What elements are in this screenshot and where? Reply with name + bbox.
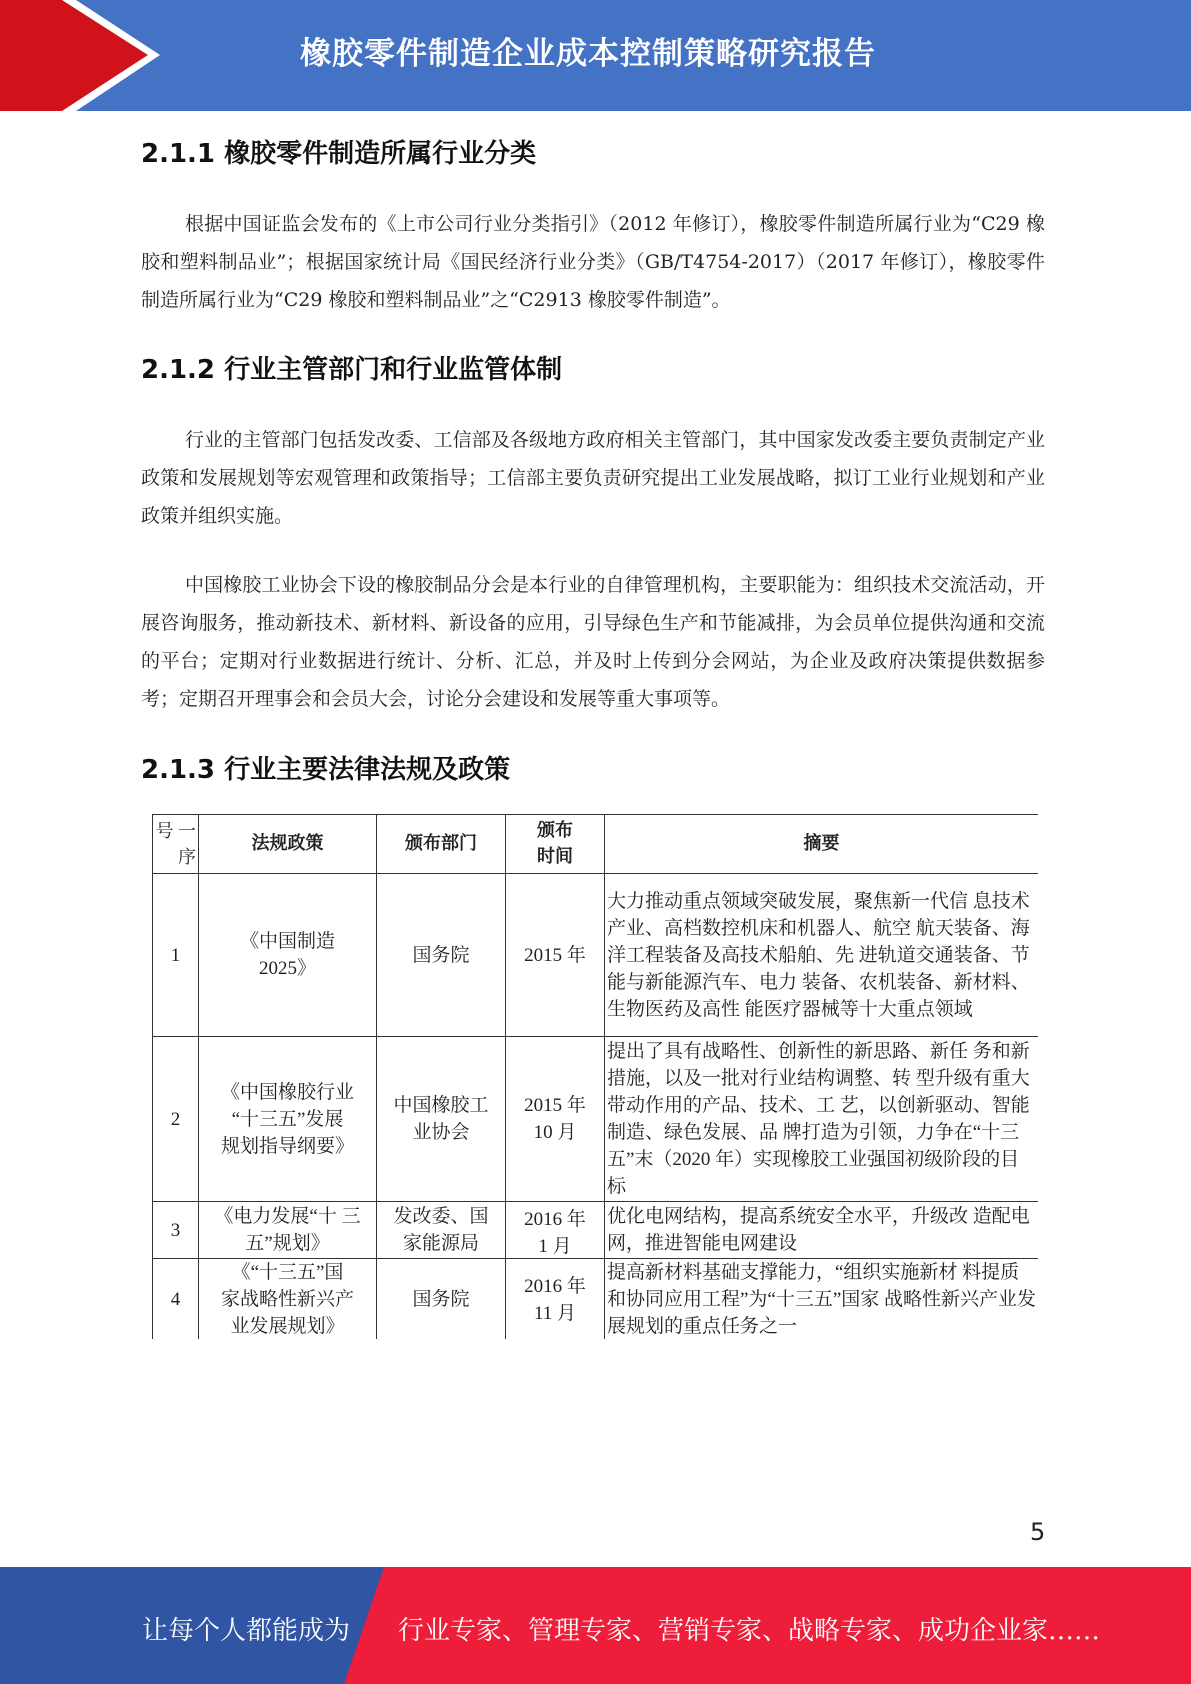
header-policy: 法规政策 [199, 815, 377, 874]
cell-seq: 4 [153, 1259, 199, 1340]
paragraph-regulatory-authorities: 行业的主管部门包括发改委、工信部及各级地方政府相关主管部门，其中国家发改委主要负责制定产业政策和发展规划等宏观管理和政策指导；工信部主要负责研究提出工业发展战略，拟订工业行业规划和产业政策并组织实施。 [141, 429, 1045, 527]
cell-summary: 提出了具有战略性、创新性的新思路、新任 务和新措施，以及一批对行业结构调整、转 型升级有重大带动作用的产品、技术、工 艺，以创新驱动、智能制造、绿色发展、品 牌打造为引领，力争在“十三五”末（2020 年）实现橡胶工业强国初级阶段的目标 [605, 1037, 1039, 1202]
header-summary: 摘要 [605, 815, 1039, 874]
cell-time: 2016 年 11 月 [506, 1259, 605, 1340]
cell-dept: 中国橡胶工 业协会 [377, 1037, 506, 1202]
cell-policy: 《电力发展“十 三 五”规划》 [199, 1202, 377, 1259]
report-title: 橡胶零件制造企业成本控制策略研究报告 [300, 36, 876, 72]
policy-table-container [152, 814, 1038, 1339]
cell-policy: 《中国制造 2025》 [199, 874, 377, 1037]
table-row [153, 1037, 1039, 1202]
cell-time: 2016 年 1 月 [506, 1202, 605, 1259]
cell-summary: 提高新材料基础支撑能力，“组织实施新材 料提质和协同应用工程”为“十三五”国家 战略性新兴产业发展规划的重点任务之一 [605, 1259, 1039, 1340]
paragraph-self-regulation: 中国橡胶工业协会下设的橡胶制品分会是本行业的自律管理机构，主要职能为：组织技术交流活动，开展咨询服务，推动新技术、新材料、新设备的应用，引导绿色生产和节能减排，为会员单位提供沟通和交流的平台；定期对行业数据进行统计、分析、汇总，并及时上传到分会网站，为企业及政府决策提供数据参考；定期召开理事会和会员大会，讨论分会建设和发展等重大事项等。 [141, 574, 1045, 710]
section-heading-2-1-1: 2.1.1 橡胶零件制造所属行业分类 [141, 139, 537, 169]
cell-seq: 2 [153, 1037, 199, 1202]
cell-seq: 1 [153, 874, 199, 1037]
section-heading-2-1-3: 2.1.3 行业主要法律法规及政策 [141, 755, 511, 785]
paragraph-industry-classification: 根据中国证监会发布的《上市公司行业分类指引》（2012 年修订），橡胶零件制造所属行业为“C29 橡胶和塑料制品业”；根据国家统计局《国民经济行业分类》（GB/T4754-2017）（2017 年修订），橡胶零件制造所属行业为“C29 橡胶和塑料制品业”之“C2913 橡胶零件制造”。 [141, 213, 1045, 311]
table-row [153, 1259, 1039, 1340]
cell-dept: 国务院 [377, 1259, 506, 1340]
policy-table [152, 814, 1038, 1339]
cell-dept: 发改委、国 家能源局 [377, 1202, 506, 1259]
cell-time: 2015 年 [506, 874, 605, 1037]
page-number: 5 [1030, 1518, 1046, 1546]
cell-policy: 《中国橡胶行业 “十三五”发展 规划指导纲要》 [199, 1037, 377, 1202]
cell-seq: 3 [153, 1202, 199, 1259]
header-banner [0, 0, 1191, 111]
header-time: 颁布 时间 [506, 815, 605, 874]
footer-slogan-right: 行业专家、管理专家、营销专家、战略专家、成功企业家…… [398, 1616, 1101, 1646]
table-row [153, 1202, 1039, 1259]
footer-slogan-left: 让每个人都能成为 [142, 1616, 351, 1646]
cell-summary: 优化电网结构，提高系统安全水平，升级改 造配电网，推进智能电网建设 [605, 1202, 1039, 1259]
header-dept: 颁布部门 [377, 815, 506, 874]
header-seq: 号 一 序 [153, 815, 199, 874]
footer-banner [0, 1567, 1191, 1684]
table-header-row [153, 815, 1039, 874]
cell-policy: 《“十三五”国 家战略性新兴产 业发展规划》 [199, 1259, 377, 1340]
table-row [153, 874, 1039, 1037]
cell-summary: 大力推动重点领域突破发展，聚焦新一代信 息技术产业、高档数控机床和机器人、航空 航天装备、海洋工程装备及高技术船舶、先 进轨道交通装备、节能与新能源汽车、电力 装备、农机装备、新材料、生物医药及高性 能医疗器械等十大重点领域 [605, 874, 1039, 1037]
cell-dept: 国务院 [377, 874, 506, 1037]
cell-time: 2015 年 10 月 [506, 1037, 605, 1202]
section-heading-2-1-2: 2.1.2 行业主管部门和行业监管体制 [141, 355, 563, 385]
